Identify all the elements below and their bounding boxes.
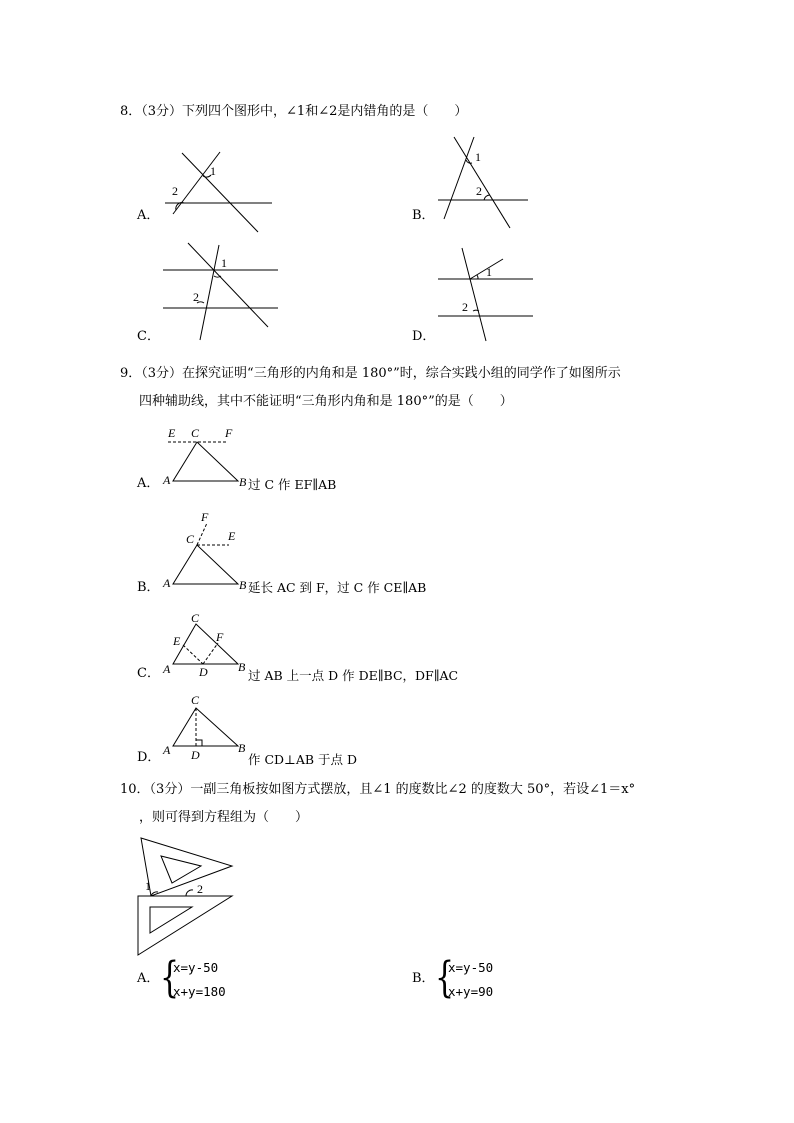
q10-angle2-label: 2 [197,882,203,896]
q8-option-b-label[interactable]: B． [412,208,435,223]
q9-option-d-label[interactable]: D． [137,750,161,765]
q9-c-point-b: B [238,660,246,674]
q10-option-b-brace: { [435,953,455,1003]
q9-option-b-caption: 延长 AC 到 F，过 C 作 CE∥AB [248,580,427,595]
q9-a-point-b: B [239,475,247,489]
q9-b-point-f: F [201,510,209,524]
q9-d-point-b: B [238,741,246,755]
q8-c-angle2: 2 [193,290,199,304]
q8-a-angle2: 2 [172,184,178,198]
q10-option-a-eq1: x=y-50 [173,960,219,975]
q10-option-b-label[interactable]: B． [412,971,435,986]
q8-d-angle1: 1 [486,265,492,279]
q9-stem-line2: 四种辅助线，其中不能证明“三角形内角和是 180°”的是（ ） [139,394,513,409]
q9-b-point-c: C [186,532,195,546]
q10-angle1-label: 1 [145,879,151,893]
q10-stem-line1: 10．（3分）一副三角板按如图方式摆放，且∠1 的度数比∠2 的度数大 50°，若设∠1＝x° [120,782,636,797]
q8-b-angle2: 2 [476,184,482,198]
q9-option-c-caption: 过 AB 上一点 D 作 DE∥BC，DF∥AC [248,668,459,683]
q9-option-b-label[interactable]: B． [137,580,160,595]
q9-option-a-caption: 过 C 作 EF∥AB [248,477,337,492]
q9-c-point-e: E [173,634,181,648]
q8-option-d-label[interactable]: D． [412,329,436,344]
q8-a-angle1: 1 [210,164,216,178]
q8-b-angle1: 1 [475,150,481,164]
q10-option-a-eq2: x+y=180 [173,984,226,999]
q9-a-point-c: C [191,426,200,440]
q9-a-point-e: E [168,426,176,440]
q10-option-a-label[interactable]: A． [137,971,160,986]
q8-option-a-label[interactable]: A． [137,208,160,223]
q9-option-c-label[interactable]: C． [137,666,160,681]
q10-stem-line2: ，则可得到方程组为（ ） [139,810,309,825]
q8-stem: 8．（3分）下列四个图形中，∠1和∠2是内错角的是（ ） [120,104,468,119]
q9-b-point-b: B [239,578,247,592]
q10-option-a-brace: { [160,953,180,1003]
q9-option-d-caption: 作 CD⊥AB 于点 D [248,752,357,767]
q8-d-angle2: 2 [462,300,468,314]
q9-d-point-c: C [191,693,200,707]
q9-c-point-c: C [191,611,200,625]
q9-d-point-d: D [191,748,200,762]
q9-option-a-label[interactable]: A． [137,476,160,491]
q9-stem-line1: 9．（3分）在探究证明“三角形的内角和是 180°”时，综合实践小组的同学作了如图所示 [120,366,621,381]
q9-c-point-f: F [216,630,224,644]
q10-option-b-eq2: x+y=90 [448,984,494,999]
q9-a-point-a: A [163,473,171,487]
q9-b-point-a: A [163,576,171,590]
q9-c-point-a: A [163,662,171,676]
q9-c-point-d: D [199,665,208,679]
q9-a-point-f: F [225,426,233,440]
q9-b-point-e: E [228,529,236,543]
q10-option-b-eq1: x=y-50 [448,960,494,975]
q9-d-point-a: A [163,743,171,757]
q8-c-angle1: 1 [221,256,227,270]
q8-option-c-label[interactable]: C． [137,329,160,344]
